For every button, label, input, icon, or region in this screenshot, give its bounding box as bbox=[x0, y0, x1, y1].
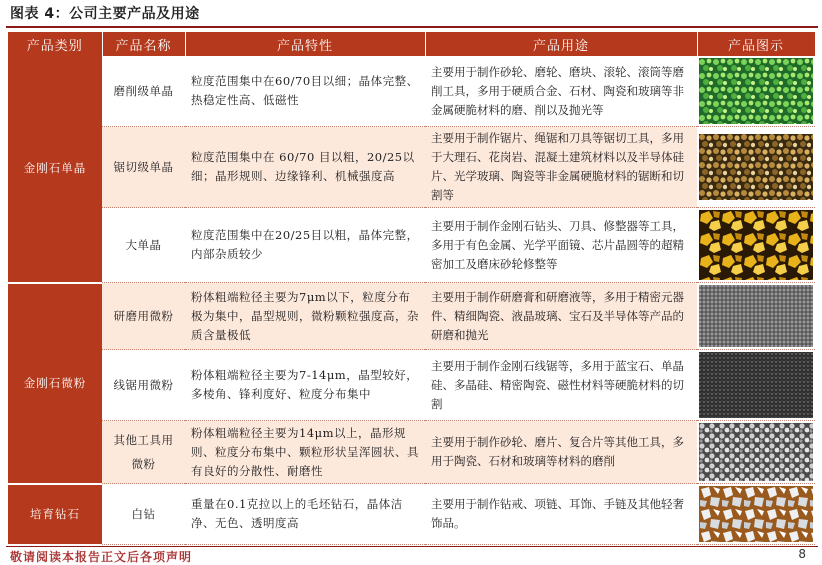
category-cell: 金刚石单晶 bbox=[8, 56, 102, 283]
product-name: 其他工具用微粉 bbox=[102, 421, 185, 484]
category-cell: 培育钻石 bbox=[8, 484, 102, 545]
product-image bbox=[697, 350, 815, 421]
product-name: 大单晶 bbox=[102, 208, 185, 283]
product-use: 主要用于制作锯片、绳锯和刀具等锯切工具，多用于大理石、花岗岩、混凝土建筑材料以及半导体硅片、光学玻璃、陶瓷等非金属硬脆材料的锯断和切割等 bbox=[425, 127, 697, 208]
col-header-name: 产品名称 bbox=[102, 32, 185, 56]
product-image bbox=[697, 283, 815, 350]
product-image bbox=[697, 56, 815, 127]
green-crystal-image bbox=[699, 58, 813, 124]
page-number: 8 bbox=[798, 547, 806, 561]
product-feature: 重量在0.1克拉以上的毛坯钻石，晶体洁净、无色、透明度高 bbox=[185, 484, 425, 545]
table-row bbox=[8, 350, 815, 421]
product-feature: 粒度范围集中在20/25目以粗，晶体完整，内部杂质较少 bbox=[185, 208, 425, 283]
table-row bbox=[8, 421, 815, 484]
table-row bbox=[8, 283, 815, 350]
product-use: 主要用于制作钻戒、项链、耳饰、手链及其他轻奢饰品。 bbox=[425, 484, 697, 545]
col-header-use: 产品用途 bbox=[425, 32, 697, 56]
table-row bbox=[8, 484, 815, 545]
product-use: 主要用于制作砂轮、磨轮、磨块、滚轮、滚筒等磨削工具，多用于硬质合金、石材、陶瓷和玻璃等非金属硬脆材料的磨、削以及抛光等 bbox=[425, 56, 697, 127]
product-name: 白钻 bbox=[102, 484, 185, 545]
product-image bbox=[697, 484, 815, 545]
dark-powder-image bbox=[699, 352, 813, 418]
table-row bbox=[8, 56, 815, 127]
product-image bbox=[697, 208, 815, 283]
table-row bbox=[8, 127, 815, 208]
product-feature: 粉体粗端粒径主要为7-14μm，晶型较好，多棱角、锋利度好、粒度分布集中 bbox=[185, 350, 425, 421]
footer-rule bbox=[6, 546, 818, 547]
product-name: 线锯用微粉 bbox=[102, 350, 185, 421]
title-rule bbox=[6, 26, 818, 28]
header-row bbox=[8, 32, 815, 56]
product-use: 主要用于制作金刚石线锯等，多用于蓝宝石、单晶硅、多晶硅、精密陶瓷、磁性材料等硬脆材料的切割 bbox=[425, 350, 697, 421]
product-table bbox=[8, 32, 816, 546]
round-particle-image bbox=[699, 423, 813, 481]
col-header-feature: 产品特性 bbox=[185, 32, 425, 56]
product-use: 主要用于制作砂轮、磨片、复合片等其他工具，多用于陶瓷、石材和玻璃等材料的磨削 bbox=[425, 421, 697, 484]
white-diamond-image bbox=[699, 486, 813, 542]
product-name: 研磨用微粉 bbox=[102, 283, 185, 350]
product-feature: 粒度范围集中在 60/70 目以粗，20/25以细；晶形规则、边缘锋利、机械强度高 bbox=[185, 127, 425, 208]
product-name: 磨削级单晶 bbox=[102, 56, 185, 127]
col-header-category: 产品类别 bbox=[8, 32, 102, 56]
product-name: 锯切级单晶 bbox=[102, 127, 185, 208]
footer-disclaimer: 敬请阅读本报告正文后各项声明 bbox=[10, 550, 193, 564]
table-row bbox=[8, 208, 815, 283]
product-image bbox=[697, 127, 815, 208]
product-use: 主要用于制作金刚石钻头、刀具、修整器等工具，多用于有色金属、光学平面镜、芯片晶圆等的超精密加工及磨床砂轮修整等 bbox=[425, 208, 697, 283]
product-feature: 粒度范围集中在60/70目以细；晶体完整、热稳定性高、低磁性 bbox=[185, 56, 425, 127]
brown-crystal-image bbox=[699, 134, 813, 200]
figure-title: 图表 4：公司主要产品及用途 bbox=[10, 6, 200, 22]
product-image bbox=[697, 421, 815, 484]
product-feature: 粉体粗端粒径主要为14μm以上，晶形规则、粒度分布集中、颗粒形状呈浑圆状、具有良好的分散性、耐磨性 bbox=[185, 421, 425, 484]
yellow-crystal-image bbox=[699, 210, 813, 280]
category-cell: 金刚石微粉 bbox=[8, 283, 102, 484]
grey-powder-image bbox=[699, 285, 813, 347]
product-feature: 粉体粗端粒径主要为7μm以下，粒度分布极为集中，晶型规则，微粉颗粒强度高，杂质含量极低 bbox=[185, 283, 425, 350]
col-header-image: 产品图示 bbox=[697, 32, 815, 56]
product-use: 主要用于制作研磨膏和研磨液等，多用于精密元器件、精细陶瓷、液晶玻璃、宝石及半导体等产品的研磨和抛光 bbox=[425, 283, 697, 350]
